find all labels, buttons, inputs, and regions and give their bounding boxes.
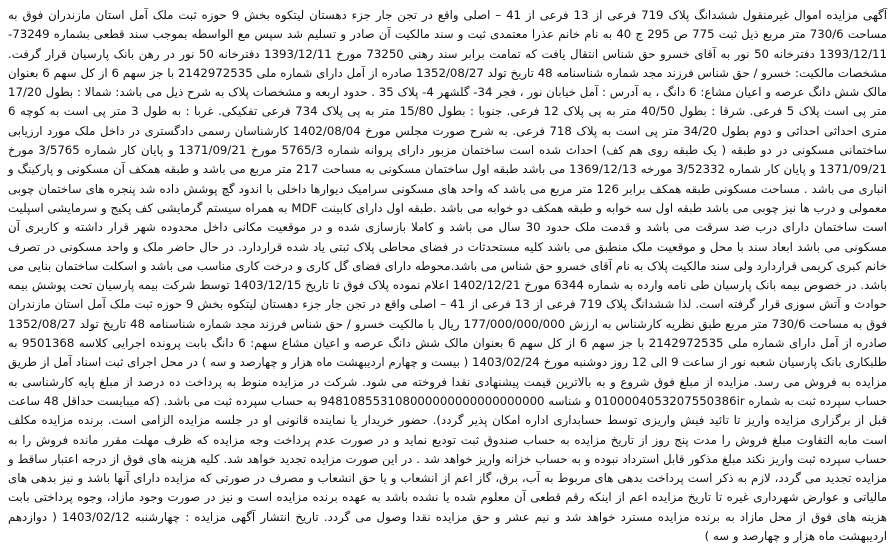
auction-notice-text: آگهی مزایده اموال غیرمنقول ششدانگ پلاک 719 فرعی از 13 فرعی از 41 – اصلی واقع در تجن جار جزء دهستان لیتکوه بخش 9 حوزه ثبت ملک آمل استان مازندران فوق به مساحت 730/6 متر مربع ذیل ثبت 775 ص 295 ج 40 به نام خانم عذرا معتمدی ثبت و سند مالکیت آن صادر و تسلیم شد سپس مع الواسطه بموجب سند قطعی بشماره 73249-1393/12/11 دفترخانه 50 نور به آقای خسرو حق شناس انتقال یافت که تمامت برابر سند رهنی 73250 مورخ 1393/12/11 دفترخانه 50 نور در رهن بانک پارسیان قرار گرفت. مشخصات مالکیت: خسرو / حق شناس فرزند مجد شماره شناسنامه 48 تاریخ تولد 1352/08/27 صادره از آمل دارای شماره ملی 2142972535 با جز سهم 6 از کل سهم 6 بعنوان مالک شش دانگ عرصه و اعیان مشاع: 6 دانگ ، به آدرس : آمل خیابان نور ، فجر 34- گلشهر 4- پلاک 35 . حدود اربعه و مشخصات پلاک به شرح ذیل می باشد: شمالا : بطول 17/20 متر پی است پلاک 5 فرعی. شرقا : بطول 40/50 متر به پی پلاک 12 فرعی. جنوبا : بطول 15/80 متر به پی پلاک 734 فرعی تفکیکی. غربا : به طول 3 متر پی است به کوچه 6 متری احداثی احداثی و دوم بطول 34/20 متر پی است به پلاک 718 فرعی. به شرح صورت مجلس مورخ 1402/08/04 کارشناسان رسمی دادگستری در داخل ملک مورد ارزیابی ساختمانی مسکونی در دو طبقه ( یک طبقه روی هم کف) احداث شده است ساختمان مزبور دارای پروانه شماره 5765/3 مورخ 1371/09/21 و پایان کار شماره 3/5765 مورخ 1371/09/21 و پایان کار شماره 3/52332 مورخه 1369/12/13 می باشد طبقه اول ساختمان مسکونی به مساحت 217 متر مربع می باشد و طبقه همکف آن مسکونی و پارکینگ و انباری می باشد . مساحت مسکونی طبقه همکف برابر 126 متر مربع می باشد که واحد های مسکونی سرامیک دیوارها داخلی با اندود گچ پوشش داده شد پنجره های ساختمان چوبی معمولی و درب ها نیز چوبی می باشد طبقه اول سه خوابه و طبقه همکف دو خوابه می باشد .طبقه اول دارای کابینت MDF به همراه سیستم گرمایشی کف پکیج و سرمایشی اسپلیت است ساختمان دارای درب ضد سرقت می باشد و قدمت ملک حدود 30 سال می باشد و کاملا بازسازی شده و در موقعیت مکانی داخل محدوده شهر قرار داشته و کاربری آن مسکونی می باشد ابعاد سند با محل و موقعیت ملک منطبق می باشد کلیه مستحدثات در فضای محاطی پلاک ثبتی یاد شده قراردارد. در حال حاضر ملک و واحد مسکونی در تصرف خانم کبری کریمی قراردارد ولی سند مالکیت پلاک به نام آقای خسرو حق شناس می باشد.محوطه دارای فضای گل کاری و درخت کاری مناسب می باشد و اسکلت ساختمان بنایی می باشد. در خصوص بیمه بانک پارسیان طی نامه وارده به شماره 6344 مورخ 1402/12/21 اعلام نموده پلاک فوق تا تاریخ 1403/12/15 توسط شرکت بیمه پارسیان تحت پوشش بیمه حوادث و آتش سوزی قرار گرفته است. لذا ششدانگ پلاک 719 فرعی از 13 فرعی از 41 – اصلی واقع در تجن جار جزء دهستان لیتکوه بخش 9 حوزه ثبت ملک آمل استان مازندران فوق به مساحت 730/6 متر مربع طبق نظریه کارشناس به ارزش 177/000/000/000 ریال با مالکیت خسرو / حق شناس فرزند مجد شماره شناسنامه 48 تاریخ تولد 1352/08/27 صادره از آمل دارای شماره ملی 2142972535 با جز سهم 6 از کل سهم 6 بعنوان مالک شش دانگ عرصه و اعیان مشاع سهم: 6 دانگ بابت پرونده اجرایی کلاسه 9501368 به طلبکاری بانک پارسیان شعبه نور از ساعت 9 الی 12 روز دوشنبه مورخ 1403/02/24 ( بیست و چهارم اردیبهشت ماه هزار و چهارصد و سه ) در محل اجرای ثبت اسناد آمل از طریق مزایده به فروش می رسد. مزایده از مبلغ فوق شروع و به بالاترین قیمت پیشنهادی نقدا فروخته می شود. شرکت در مزایده منوط به پرداخت ده درصد از مبلغ پایه کارشناسی به حساب سپرده ثبت به شماره 0100004053207550386ir و شناسه 948108553108000000000000000000 به حساب سپرده ثبت می باشد. (که میبایست حداقل 48 ساعت قبل از برگزاری مزایده واریز تا تائید فیش واریزی توسط حسابداری اداره امکان پذیر گردد). حضور خریدار یا نماینده قانونی او در جلسه مزایده الزامی است. برنده مزایده مکلف است مابه التفاوت مبلغ فروش را مدت پنج روز از تاریخ مزایده به حساب صندوق ثبت تودیع نماید و در صورت عدم پرداخت وجه مزایده که ظرف مهلت مقرر مانده فروش را به حساب سپرده ثبت واریز نکند مبلغ مذکور قابل استرداد نبوده و به حساب خزانه واریز خواهد شد . در این صورت مزایده تجدید خواهد شد. کلیه هزینه های فوق از درجه اعتبار ساقط و مزایده تجدید می گردد، لازم به ذکر است پرداخت بدهی های مربوط به آب، برق، گاز اعم از انشعاب و یا حق انشعاب و مصرف در صورتی که مزایده دارای آنها باشد و نیز بدهی های مالیاتی و عوارض شهرداری غیره تا تاریخ مزایده اعم از اینکه رقم قطعی آن معلوم شده یا نشده باشد به عهده برنده مزایده است و نیز در صورت وجود مازاد، وجوه پرداختی بابت هزینه های فوق از محل مازاد به برنده مزایده مسترد خواهد شد و نیم عشر و حق مزایده نقدا وصول می گردد. تاریخ انتشار آگهی مزایده : چهارشنبه 1403/02/12 ( دوازدهم اردیبهشت ماه هزار و چهارصد و سه ) (8, 8, 888, 544)
